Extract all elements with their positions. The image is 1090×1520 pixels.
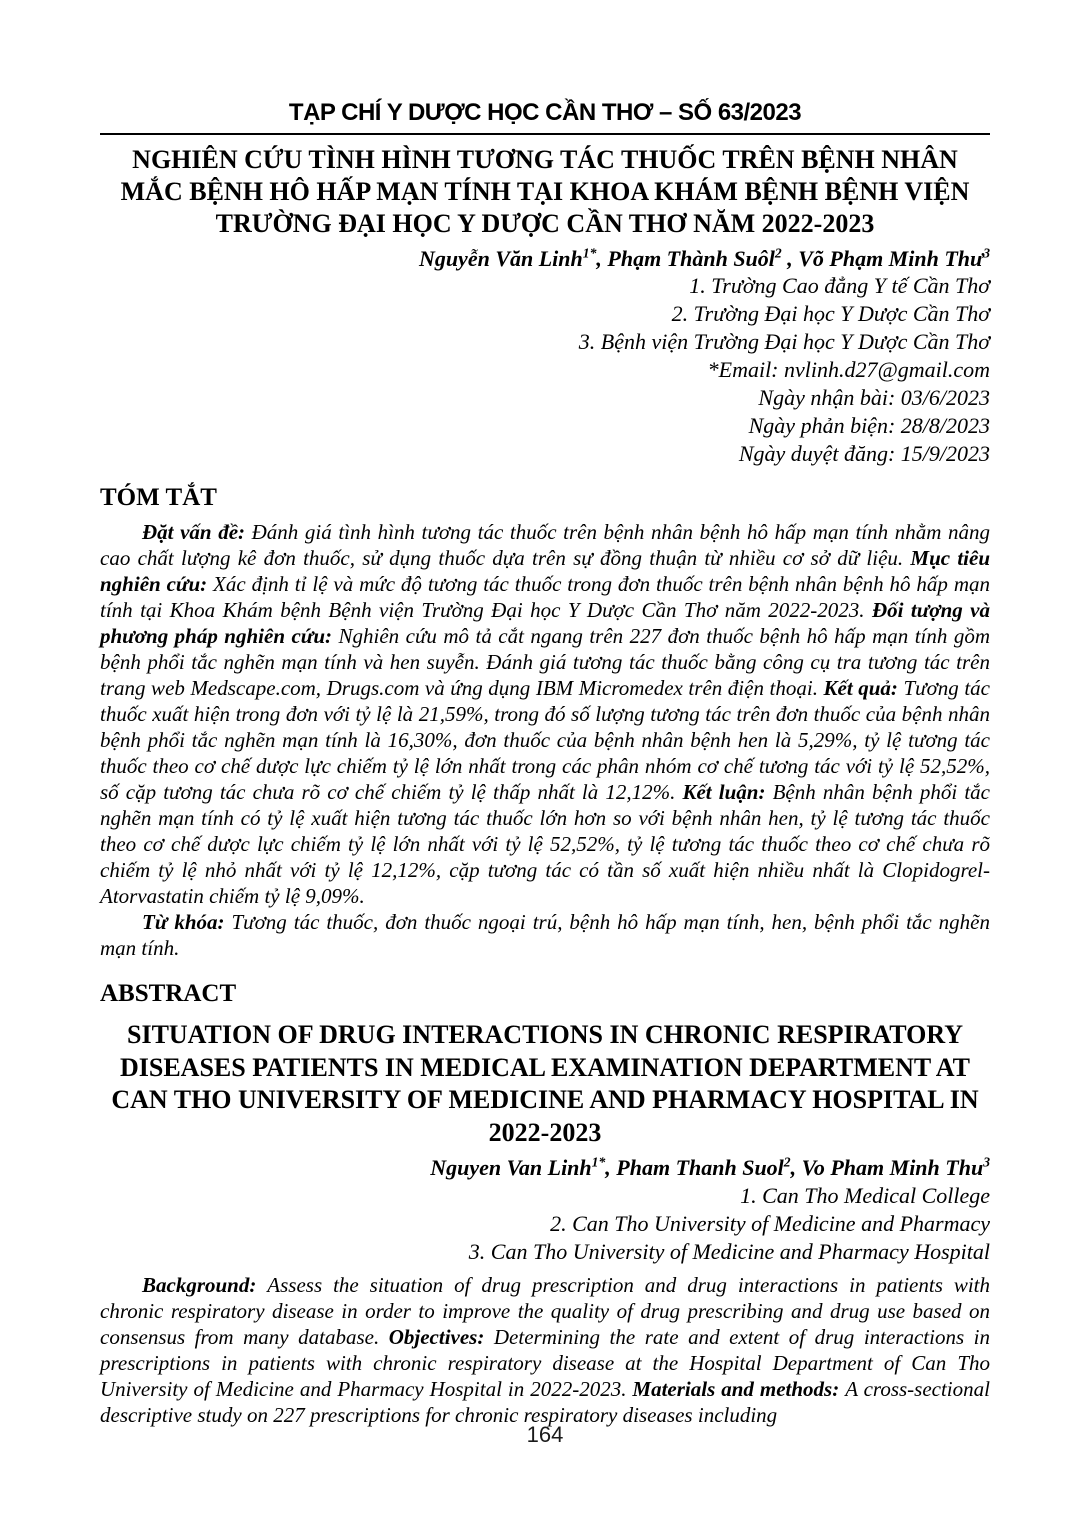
date-received: Ngày nhận bài: 03/6/2023	[758, 385, 990, 411]
affiliation-vi-3: 3. Bệnh viện Trường Đại học Y Dược Cần Thơ	[578, 329, 990, 355]
abstract-heading-vi: TÓM TẮT	[100, 484, 217, 512]
keywords-vi: Từ khóa: Tương tác thuốc, đơn thuốc ngoại trú, bệnh hô hấp mạn tính, hen, bệnh phổi tắc nghẽn mạn tính.	[100, 910, 990, 961]
article-title-vi: NGHIÊN CỨU TÌNH HÌNH TƯƠNG TÁC THUỐC TRÊN BỆNH NHÂN MẮC BỆNH HÔ HẤP MẠN TÍNH TẠI KHOA KHÁM BỆNH BỆNH VIỆN TRƯỜNG ĐẠI HỌC Y DƯỢC CẦN THƠ NĂM 2022-2023	[120, 145, 970, 238]
abstract-heading-en: ABSTRACT	[100, 980, 237, 1008]
header-divider	[100, 133, 990, 135]
date-accepted: Ngày duyệt đăng: 15/9/2023	[738, 441, 990, 467]
page-number: 164	[526, 1422, 564, 1447]
abstract-body-vi: Đặt vấn đề: Đánh giá tình hình tương tác thuốc trên bệnh nhân bệnh hô hấp mạn tính nhằm nâng cao chất lượng kê đơn thuốc, sử dụng thuốc dựa trên sự đồng thuận từ nhiều cơ sở dữ liệu. Mục tiêu nghiên cứu: Xác định tỉ lệ và mức độ tương tác thuốc trong đơn thuốc trên bệnh nhân bệnh hô hấp mạn tính tại Khoa Khám bệnh Bệnh viện Trường Đại học Y Dược Cần Thơ năm 2022-2023. Đối tượng và phương pháp nghiên cứu: Nghiên cứu mô tả cắt ngang trên 227 đơn thuốc bệnh hô hấp mạn tính gồm bệnh phổi tắc nghẽn mạn tính và hen suyễn. Đánh giá tương tác thuốc bằng công cụ tra tương tác trên trang web Medscape.com, Drugs.com và ứng dụng IBM Micromedex trên điện thoại. Kết quả: Tương tác thuốc xuất hiện trong đơn với tỷ lệ là 21,59%, trong đó số lượng tương tác trên đơn thuốc của bệnh nhân bệnh phổi tắc nghẽn mạn tính là 16,30%, đơn thuốc của bệnh nhân bệnh hen là 5,29%, tỷ lệ tương tác thuốc theo cơ chế dược lực chiếm tỷ lệ lớn nhất trong các phân nhóm cơ chế tương tác với tỷ lệ 52,52%, số cặp tương tác chưa rõ cơ chế chiếm tỷ lệ thấp nhất là 12,12%. Kết luận: Bệnh nhân bệnh phổi tắc nghẽn mạn tính có tỷ lệ xuất hiện tương tác thuốc lớn hơn so với bệnh nhân hen, tỷ lệ tương tác thuốc theo cơ chế dược lực chiếm tỷ lệ lớn nhất với tỷ lệ 52,52%, tỷ lệ tương tác thuốc theo cơ chế chưa rõ chiếm tỷ lệ nhỏ nhất với tỷ lệ 12,12%, cặp tương tác có tần số xuất hiện nhiều nhất là Clopidogrel-Atorvastatin chiếm tỷ lệ 9,09%.	[100, 520, 991, 909]
corresponding-email: *Email: nvlinh.d27@gmail.com	[707, 357, 990, 383]
affiliation-en-3: 3. Can Tho University of Medicine and Pharmacy Hospital	[468, 1238, 990, 1264]
affiliation-en-1: 1. Can Tho Medical College	[740, 1182, 990, 1208]
byline-vi	[100, 245, 990, 469]
authors-en: Nguyen Van Linh$^{1*}$, Pham Thanh Suol$^2$, Vo Pham Minh Thu$^3$	[430, 1154, 990, 1181]
date-reviewed: Ngày phản biện: 28/8/2023	[748, 413, 990, 439]
affiliation-en-2: 2. Can Tho University of Medicine and Pharmacy	[550, 1210, 990, 1236]
article-title-en: SITUATION OF DRUG INTERACTIONS IN CHRONIC RESPIRATORY DISEASES PATIENTS IN MEDICAL EXAMINATION DEPARTMENT AT CAN THO UNIVERSITY OF MEDICINE AND PHARMACY HOSPITAL IN 2022-2023	[111, 1020, 979, 1147]
journal-header: TẠP CHÍ Y DƯỢC HỌC CẦN THƠ – SỐ 63/2023	[288, 99, 802, 126]
affiliation-vi-1: 1. Trường Cao đẳng Y tế Cần Thơ	[689, 273, 990, 299]
authors-vi: Nguyễn Văn Linh$^{1*}$, Phạm Thành Suôl$^2$ , Võ Phạm Minh Thư$^3$	[418, 245, 990, 271]
byline-en	[100, 1154, 990, 1266]
affiliation-vi-2: 2. Trường Đại học Y Dược Cần Thơ	[671, 301, 990, 327]
abstract-body-en: Background: Assess the situation of drug prescription and drug interactions in patients with chronic respiratory disease in order to improve the quality of drug prescribing and drug use based on consensus from many database. Objectives: Determining the rate and extent of drug interactions in prescriptions in patients with chronic respiratory disease at the Hospital Department of Can Tho University of Medicine and Pharmacy Hospital in 2022-2023. Materials and methods: A cross-sectional descriptive study on 227 prescriptions for chronic respiratory diseases including	[100, 1272, 990, 1427]
